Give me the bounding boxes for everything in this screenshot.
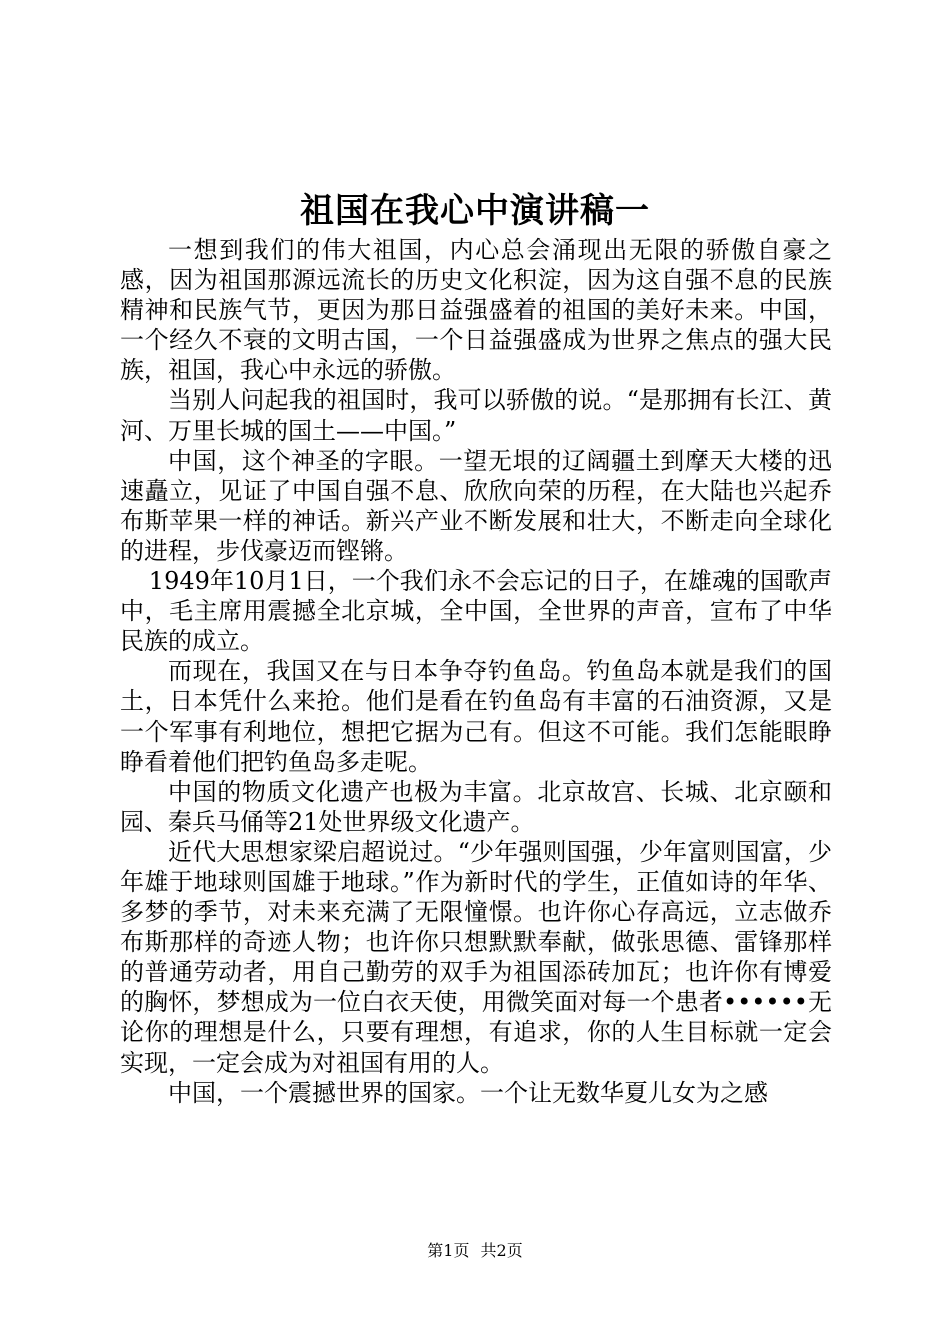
paragraph: 而现在，我国又在与日本争夺钓鱼岛。钓鱼岛本就是我们的国土，日本凭什么来抢。他们是看在钓鱼岛有丰富的石油资源，又是一个军事有利地位，想把它据为己有。但这不可能。我们怎能眼睁睁看着他们把钓鱼岛多走呢。 [120,657,832,776]
paragraph: 中国，这个神圣的字眼。一望无垠的辽阔疆土到摩天大楼的迅速矗立，见证了中国自强不息、欣欣向荣的历程，在大陆也兴起乔布斯苹果一样的神话。新兴产业不断发展和壮大，不断走向全球化的进程，步伐豪迈而铿锵。 [120,446,832,565]
paragraph: 一想到我们的伟大祖国，内心总会涌现出无限的骄傲自豪之感，因为祖国那源远流长的历史文化积淀，因为这自强不息的民族精神和民族气节，更因为那日益强盛着的祖国的美好未来。中国，一个经久不衰的文明古国，一个日益强盛成为世界之焦点的强大民族，祖国，我心中永远的骄傲。 [120,236,832,385]
paragraph: 1949年10月1日，一个我们永不会忘记的日子，在雄魂的国歌声中，毛主席用震撼全北京城，全中国，全世界的声音，宣布了中华民族的成立。 [120,567,832,656]
page-footer [0,1240,950,1262]
paragraph: 中国，一个震撼世界的国家。一个让无数华夏儿女为之感 [168,1078,768,1107]
paragraph: 当别人问起我的祖国时，我可以骄傲的说。“是那拥有长江、黄河、万里长城的国土——中国。” [120,386,832,445]
paragraph: 近代大思想家梁启超说过。“少年强则国强，少年富则国富，少年雄于地球则国雄于地球。”作为新时代的学生，正值如诗的年华、多梦的季节，对未来充满了无限憧憬。也许你心存高远，立志做乔布斯那样的奇迹人物；也许你只想默默奉献，做张思德、雷锋那样的普通劳动者，用自己勤劳的双手为祖国添砖加瓦；也许你有博爱的胸怀，梦想成为一位白衣天使，用微笑面对每一个患者••••••无论你的理想是什么，只要有理想，有追求，你的人生目标就一定会实现，一定会成为对祖国有用的人。 [120,837,832,1077]
page-number: 第1页 [427,1241,470,1260]
document-title: 祖国在我心中演讲稿一 [300,191,650,231]
paragraph: 中国的物质文化遗产也极为丰富。北京故宫、长城、北京颐和园、秦兵马俑等21处世界级文化遗产。 [120,777,832,836]
document-body [120,235,832,1108]
page-total: 共2页 [480,1241,523,1260]
